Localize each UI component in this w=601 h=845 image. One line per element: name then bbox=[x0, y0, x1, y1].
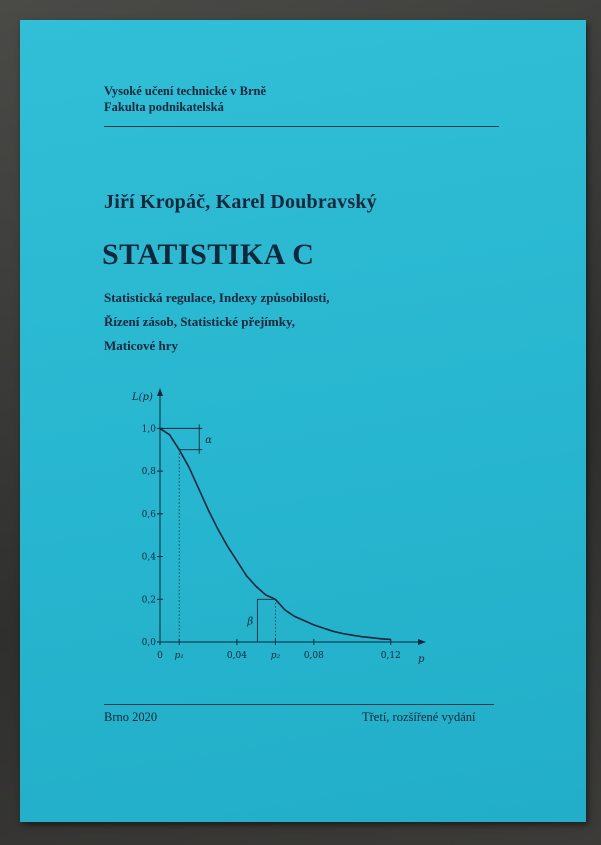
alpha-label: α bbox=[205, 435, 212, 447]
edition-note: Třetí, rozšířené vydání bbox=[362, 710, 476, 724]
authors: Jiří Kropáč, Karel Doubravský bbox=[104, 191, 377, 213]
y-tick-label: 0,6 bbox=[141, 509, 156, 520]
x-tick-label: p₁ bbox=[174, 651, 184, 661]
beta-label: β bbox=[247, 616, 254, 628]
x-tick-label: 0,12 bbox=[380, 651, 401, 661]
x-tick-label: 0 bbox=[157, 651, 163, 661]
bottom-divider bbox=[104, 704, 494, 705]
y-axis-arrow bbox=[157, 388, 163, 396]
y-axis-label: L(p) bbox=[132, 392, 153, 403]
x-tick-label: 0,04 bbox=[226, 651, 247, 661]
institution-name: Vysoké učení technické v Brně bbox=[104, 84, 267, 98]
subtitle-line-1: Statistická regulace, Indexy způsobilosti, bbox=[104, 290, 330, 305]
y-tick-label: 0,0 bbox=[141, 638, 156, 648]
institution-block bbox=[104, 83, 266, 115]
subtitle-line-2: Řízení zásob, Statistické přejímky, bbox=[104, 314, 296, 329]
faculty-name: Fakulta podnikatelská bbox=[104, 100, 224, 114]
subtitle-line-3: Maticové hry bbox=[104, 338, 179, 353]
book-cover bbox=[20, 20, 586, 822]
y-tick-label: 0,8 bbox=[141, 467, 156, 478]
y-tick-label: 0,4 bbox=[141, 552, 156, 563]
x-axis-arrow bbox=[418, 639, 426, 645]
oc-curve-chart bbox=[120, 380, 430, 680]
y-tick-label: 0,2 bbox=[141, 595, 156, 606]
book-title: STATISTIKA C bbox=[102, 238, 315, 271]
y-tick-label: 1,0 bbox=[141, 424, 156, 435]
x-tick-label: 0,08 bbox=[303, 651, 324, 661]
place-year: Brno 2020 bbox=[104, 710, 158, 724]
x-tick-label: p₂ bbox=[270, 651, 281, 661]
book-subtitle bbox=[104, 286, 329, 358]
top-divider bbox=[104, 126, 499, 127]
x-axis-label: p bbox=[418, 654, 425, 665]
